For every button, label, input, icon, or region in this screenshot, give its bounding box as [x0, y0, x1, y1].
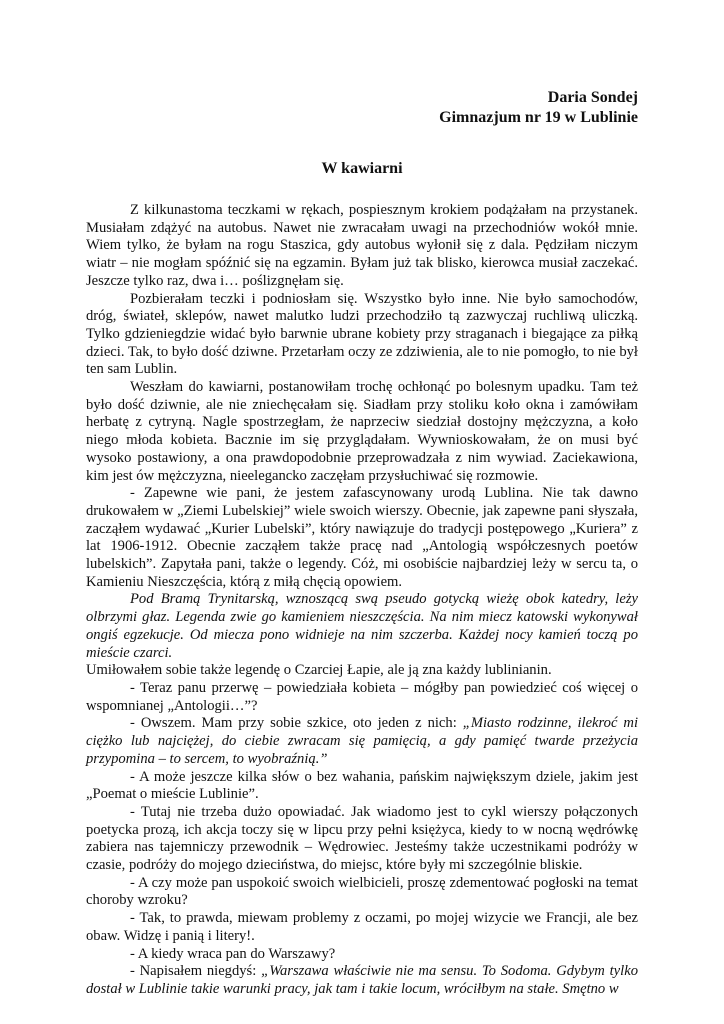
school-name: Gimnazjum nr 19 w Lublinie — [439, 109, 638, 126]
dialogue-text: - Owszem. Mam przy sobie szkice, oto jeden z nich: — [130, 715, 463, 732]
paragraph: - Tutaj nie trzeba dużo opowiadać. Jak wiadomo jest to cykl wierszy połączonych poetycka prozą, ich akcja toczy się w lipcu przy pełni księżyca, kiedy to w nocną wędrówkę zabiera nas tajemniczy przewodnik – Wędrowiec. Jesteśmy także uczestnikami podróży w czasie, podróży do mojego dzieciństwa, do miejsc, które były mi szczególnie bliskie. — [86, 803, 638, 874]
paragraph: Umiłowałem sobie także legendę o Czarciej Łapie, ale ją zna każdy lublinianin. — [86, 662, 552, 679]
quoted-verse: „Miasto rodzinne, ilekroć mi ciężko lub najciężej, do ciebie zwracam się pamięcią, a gdy pamięć twarde przeżycia przypomina – to sercem, to wyobraźnią.” — [86, 715, 639, 767]
document-body — [86, 202, 638, 999]
author-name: Daria Sondej — [547, 89, 638, 106]
legend-paragraph: Pod Bramą Trynitarską, wznoszącą swą pseudo gotycką wieżę obok katedry, leży olbrzymi głaz. Legenda zwie go kamieniem nieszczęścia. Na nim miecz katowski wykonywał ongiś egzekucje. Od miecza pono widnieje na nim szczerba. Każdej nocy kamień toczą po mieście czarci. — [86, 591, 638, 661]
paragraph: Pozbierałam teczki i podniosłam się. Wszystko było inne. Nie było samochodów, dróg, świateł, sklepów, nawet malutko ludzi przechodziło tą zazwyczaj ruchliwą uliczką. Tylko gdzieniegdzie widać było barwnie ubrane kobiety przy straganach i biegające za piłką dzieci. Tak, to było dość dziwne. Przetarłam oczy ze zdziwienia, ale to nie pomogło, to nie był ten sam Lublin. — [86, 290, 638, 378]
paragraph: Weszłam do kawiarni, postanowiłam trochę ochłonąć po bolesnym upadku. Tam też było dość dziwnie, ale nie zniechęcałam się. Siadłam przy stoliku koło okna i zamówiłam herbatę z cytryną. Nagle spostrzegłam, że naprzeciw siedział dostojny mężczyzna, a koło niego młoda kobieta. Bacznie im się przyglądałam. Wywnioskowałam, że on musi być wysoko postawiony, a ona prawdopodobnie przeprowadzała z nim wywiad. Zaciekawiona, kim jest ów mężczyzna, nieelegancko zaczęłam przysłuchiwać się rozmowie. — [86, 379, 638, 484]
paragraph: - Tak, to prawda, miewam problemy z oczami, po mojej wizycie we Francji, ale bez obaw. Widzę i panią i litery!. — [86, 910, 638, 944]
paragraph: - A czy może pan uspokoić swoich wielbicieli, proszę zdementować pogłoski na temat choroby wzroku? — [86, 874, 638, 909]
document-title: W kawiarni — [321, 160, 403, 177]
quoted-text: „Warszawa właściwie nie ma sensu. To Sodoma. Gdybym tylko dostał w Lublinie takie warunki pracy, jak tam i takie locum, wróciłbym na stałe. Smętno w — [86, 963, 638, 997]
paragraph: - Teraz panu przerwę – powiedziała kobieta – mógłby pan powiedzieć coś więcej o wspomnianej „Antologii…”? — [86, 679, 638, 714]
paragraph: - Zapewne wie pani, że jestem zafascynowany urodą Lublina. Nie tak dawno drukowałem w „Ziemi Lubelskiej” wiele swoich wierszy. Obecnie, jak zapewne pani słyszała, zacząłem wydawać „Kurier Lubelski”, który nawiązuje do tradycji postępowego „Kuriera” z lat 1906-1912. Obecnie zacząłem także pracę nad „Antologią współczesnych poetów lubelskich”. Zapytała pani, także o legendy. Cóż, mi osobiście najbardziej leży w sercu ta, o Kamieniu Nieszczęścia, którą z miłą chęcią opowiem. — [86, 485, 638, 590]
paragraph — [86, 715, 638, 768]
paragraph: - A może jeszcze kilka słów o bez wahania, pańskim największym dziele, jakim jest „Poemat o mieście Lublinie”. — [86, 768, 638, 803]
dialogue-text: - Napisałem niegdyś: — [130, 963, 262, 980]
paragraph — [86, 963, 638, 998]
paragraph: Z kilkunastoma teczkami w rękach, pospiesznym krokiem podążałam na przystanek. Musiałam zdążyć na autobus. Nawet nie zwracałam uwagi na przechodniów wokół mnie. Wiem tylko, że byłam na rogu Staszica, gdy autobus wyłonił się z dala. Pędziłam niczym wiatr – nie mogłam spóźnić się na egzamin. Byłam już tak blisko, kierowca musiał zaczekać. Jeszcze tylko raz, dwa i… poślizgnęłam się. — [86, 202, 638, 289]
paragraph: - A kiedy wraca pan do Warszawy? — [130, 945, 336, 962]
